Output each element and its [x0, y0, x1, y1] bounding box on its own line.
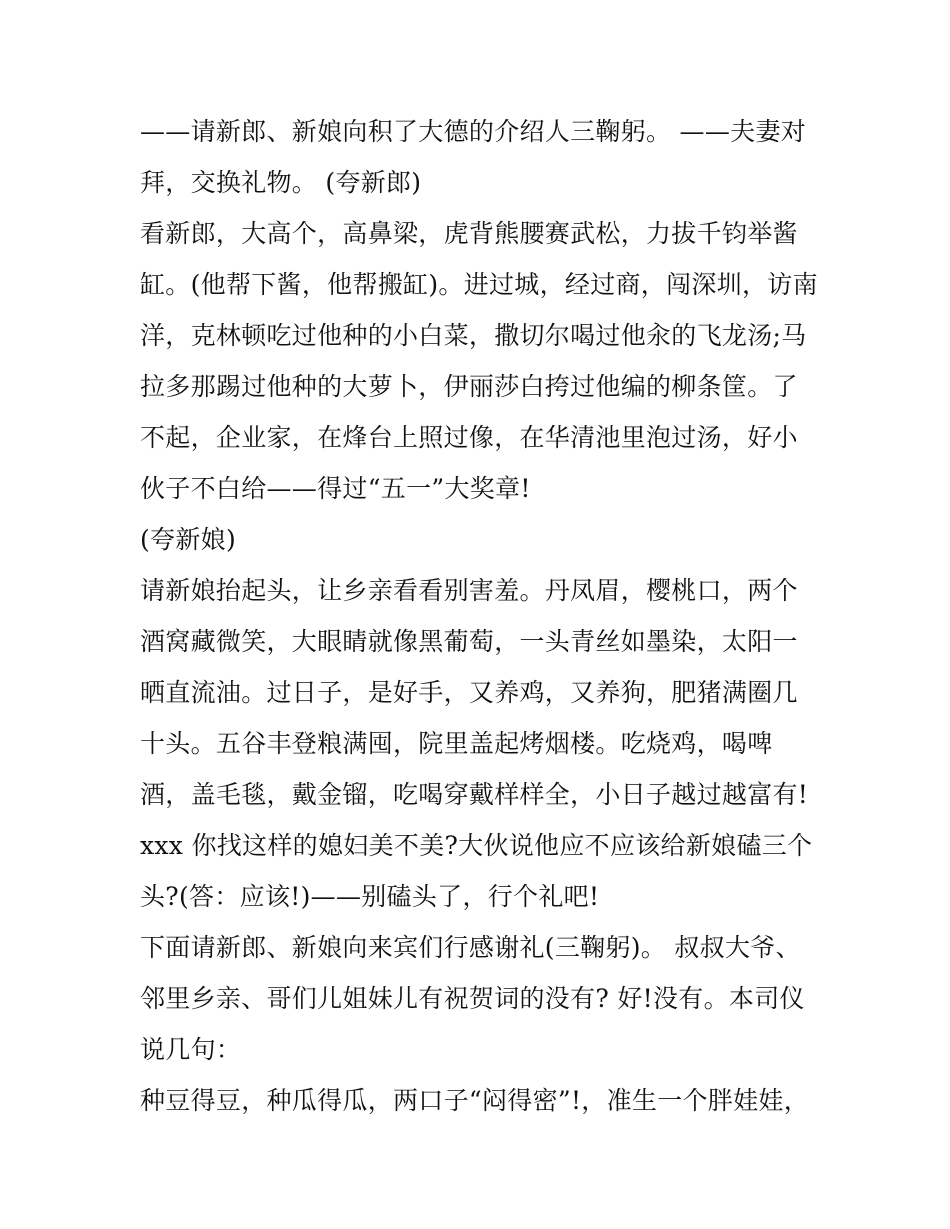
paragraph-bow-and-exchange: ——请新郎、新娘向积了大德的介绍人三鞠躬。 ——夫妻对拜，交换礼物。 (夸新郎): [140, 117, 807, 197]
paragraph-praise-groom: 看新郎，大高个，高鼻梁，虎背熊腰赛武松，力拔千钧举酱缸。(他帮下酱，他帮搬缸)。进过城，经过商，闯深圳，访南洋，克林顿吃过他种的小白菜，撒切尔喝过他汆的飞龙汤;马拉多那踢过他种的大萝卜，伊丽莎白挎过他编的柳条筐。了不起，企业家，在烽台上照过像，在华清池里泡过汤，好小伙子不白给——得过“五一”大奖章!: [140, 219, 818, 503]
paragraph-thank-guests: 下面请新郎、新娘向来宾们行感谢礼(三鞠躬)。 叔叔大爷、邻里乡亲、哥们儿姐妹儿有祝贺词的没有? 好!没有。本司仪说几句：: [140, 933, 805, 1064]
paragraph-blessing: 种豆得豆，种瓜得瓜，两口子“闷得密”!，准生一个胖娃娃，: [140, 1086, 810, 1115]
paragraph-praise-bride: 请新娘抬起头，让乡亲看看别害羞。丹凤眉，樱桃口，两个酒窝藏微笑，大眼睛就像黑葡萄，一头青丝如墨染，太阳一晒直流油。过日子，是好手，又养鸡，又养狗，肥猪满圈几十头。五谷丰登粮满囤，院里盖起烤烟楼。吃烧鸡，喝啤酒，盖毛毯，戴金镏，吃喝穿戴样样全，小日子越过越富有!xxx 你找这样的媳妇美不美?大伙说他应不应该给新娘磕三个头?(答：应该!)——别磕头了，行个礼吧!: [140, 576, 813, 911]
document-body: [140, 106, 820, 1126]
paragraph-praise-bride-heading: (夸新娘): [140, 525, 237, 554]
